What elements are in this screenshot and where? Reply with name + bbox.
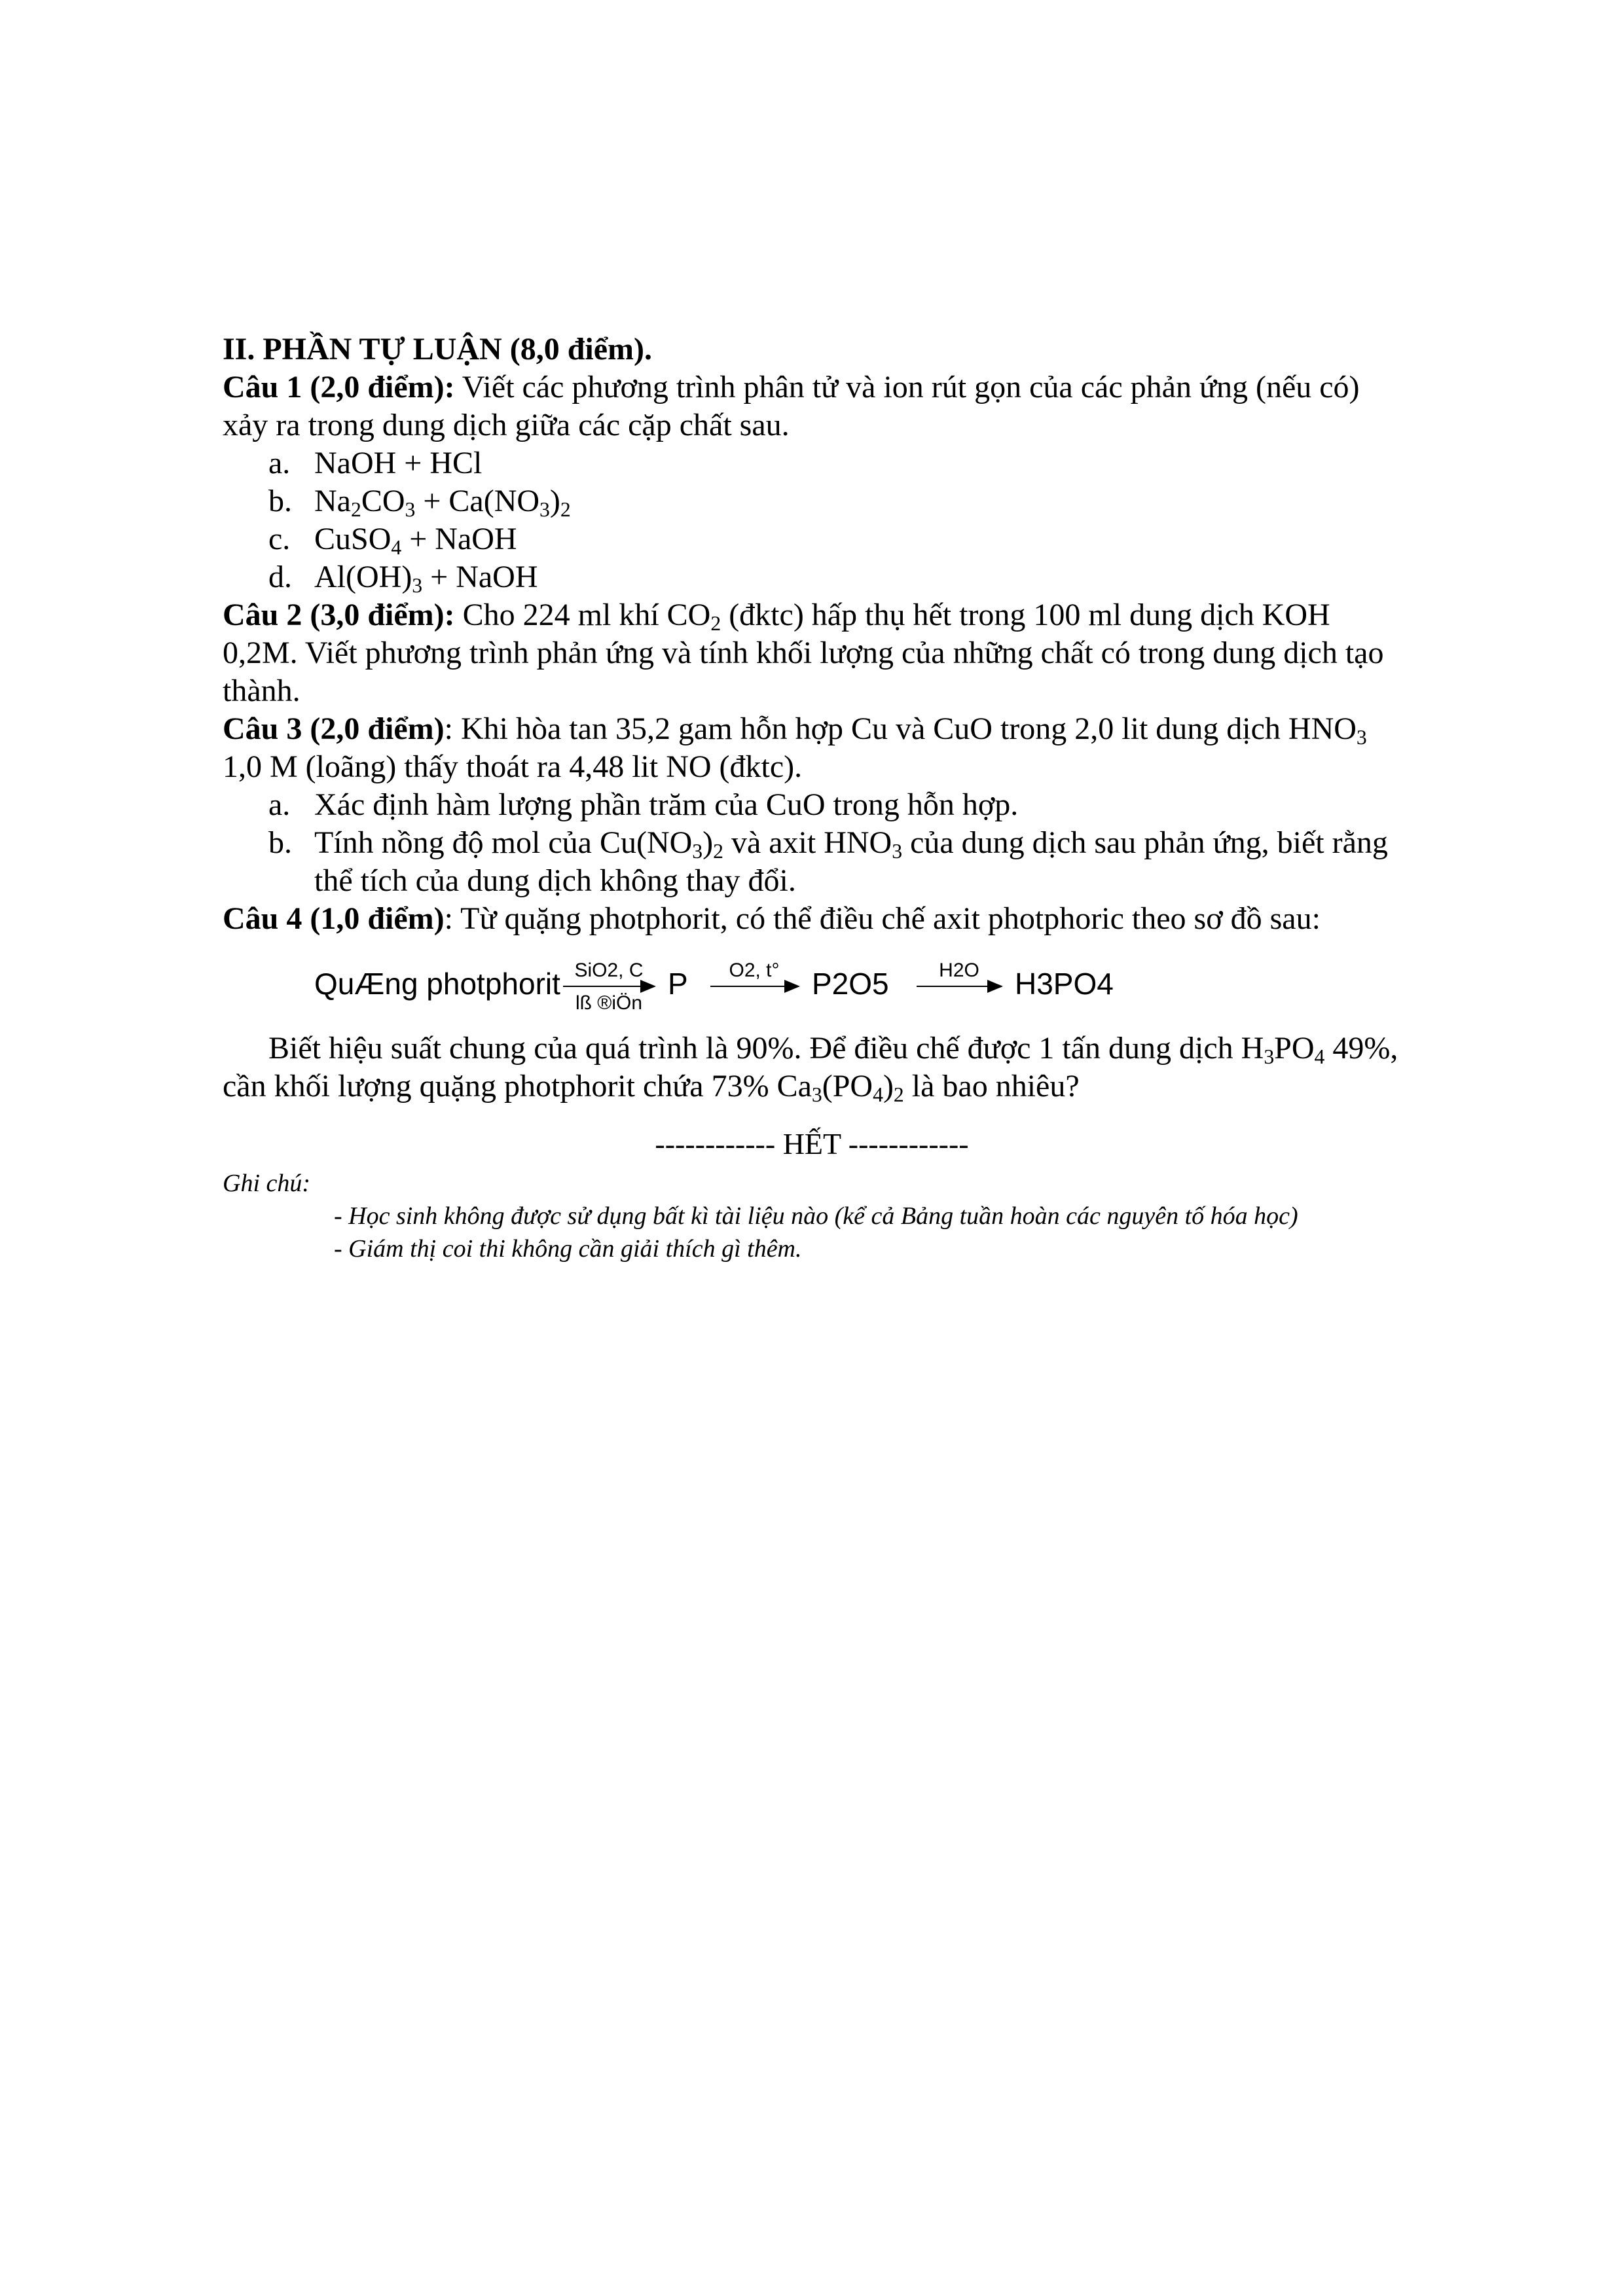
- notes-title: Ghi chú:: [223, 1170, 311, 1197]
- question-3-item-b: b. Tính nồng độ mol của $Cu(NO_3)_2$ và axit $HNO_3$ của dung dịch sau phản ứng, biết rằng thể tích của dung dịch không thay đổi.: [268, 825, 1388, 898]
- question-1-text: Viết các phương trình phân tử và ion rút gọn của các phản ứng (nếu có) xảy ra trong dung dịch giữa các cặp chất sau.: [223, 370, 1360, 442]
- arrow-1-bottom-label: lß ®iÖn: [575, 992, 643, 1014]
- essay-section: [223, 331, 1401, 1265]
- note-line-2: - Giám thị coi thi không cần giải thích gì thêm.: [334, 1235, 802, 1263]
- arrow-2-top-label: O2, t°: [729, 960, 780, 981]
- scheme-p2o5: P2O5: [812, 967, 889, 1001]
- question-3-item-a: a. Xác định hàm lượng phần trăm của CuO trong hỗn hợp.: [268, 787, 1019, 822]
- question-2: Câu 2 (3,0 điểm): Cho 224 ml khí $CO_2$ (đktc) hấp thụ hết trong 100 ml dung dịch KOH 0,2M. Viết phương trình phản ứng và tính khối lượng của những chất có trong dung dịch tạo thành.: [223, 598, 1384, 708]
- question-1-label: Câu 1 (2,0 điểm):: [223, 370, 455, 404]
- question-1-items: [223, 444, 1401, 596]
- arrow-3-top-label: H2O: [939, 960, 979, 981]
- question-1-item-a: a. NaOH + HCl: [268, 446, 483, 480]
- question-4-label: Câu 4 (1,0 điểm): [223, 901, 445, 936]
- question-3-items: [223, 786, 1401, 900]
- question-3-label: Câu 3 (2,0 điểm): [223, 711, 445, 746]
- end-marker: ------------ HẾT ------------: [655, 1127, 969, 1160]
- section-heading: II. PHẦN TỰ LUẬN (8,0 điểm).: [223, 332, 652, 367]
- reaction-scheme-diagram: [223, 947, 1139, 1019]
- question-1-item-d: d. $Al(OH)_3$ + NaOH: [268, 560, 538, 597]
- question-4-followup: Biết hiệu suất chung của quá trình là 90%. Để điều chế được 1 tấn dung dịch $H_3PO_4$ 49%, cần khối lượng quặng photphorit chứa 73% $Ca_3(PO_4)_2$ là bao nhiêu?: [223, 1031, 1398, 1106]
- question-2-label: Câu 2 (3,0 điểm):: [223, 598, 455, 632]
- arrow-1-top-label: SiO2, C: [574, 960, 644, 981]
- scheme-p: P: [668, 967, 688, 1001]
- question-1-item-c: c. CuSO$_4$ + NaOH: [268, 522, 517, 559]
- question-3: Câu 3 (2,0 điểm): Khi hòa tan 35,2 gam hỗn hợp Cu và CuO trong 2,0 lit dung dịch $HNO_3$ 1,0 M (loãng) thấy thoát ra 4,48 lit NO (đktc).: [223, 711, 1367, 784]
- question-1-item-b: b. $Na_2CO_3 + Ca(NO_3)_2$: [268, 484, 571, 521]
- question-4: Câu 4 (1,0 điểm): Từ quặng photphorit, có thể điều chế axit photphoric theo sơ đồ sau:: [223, 901, 1321, 936]
- note-line-1: - Học sinh không được sử dụng bất kì tài liệu nào (kể cả Bảng tuần hoàn các nguyên tố hóa học): [334, 1202, 1298, 1230]
- scheme-h3po4: H3PO4: [1015, 967, 1114, 1001]
- reaction-scheme: [223, 947, 1401, 1019]
- scheme-start: QuÆng photphorit: [314, 967, 560, 1001]
- question-1: [223, 368, 1401, 444]
